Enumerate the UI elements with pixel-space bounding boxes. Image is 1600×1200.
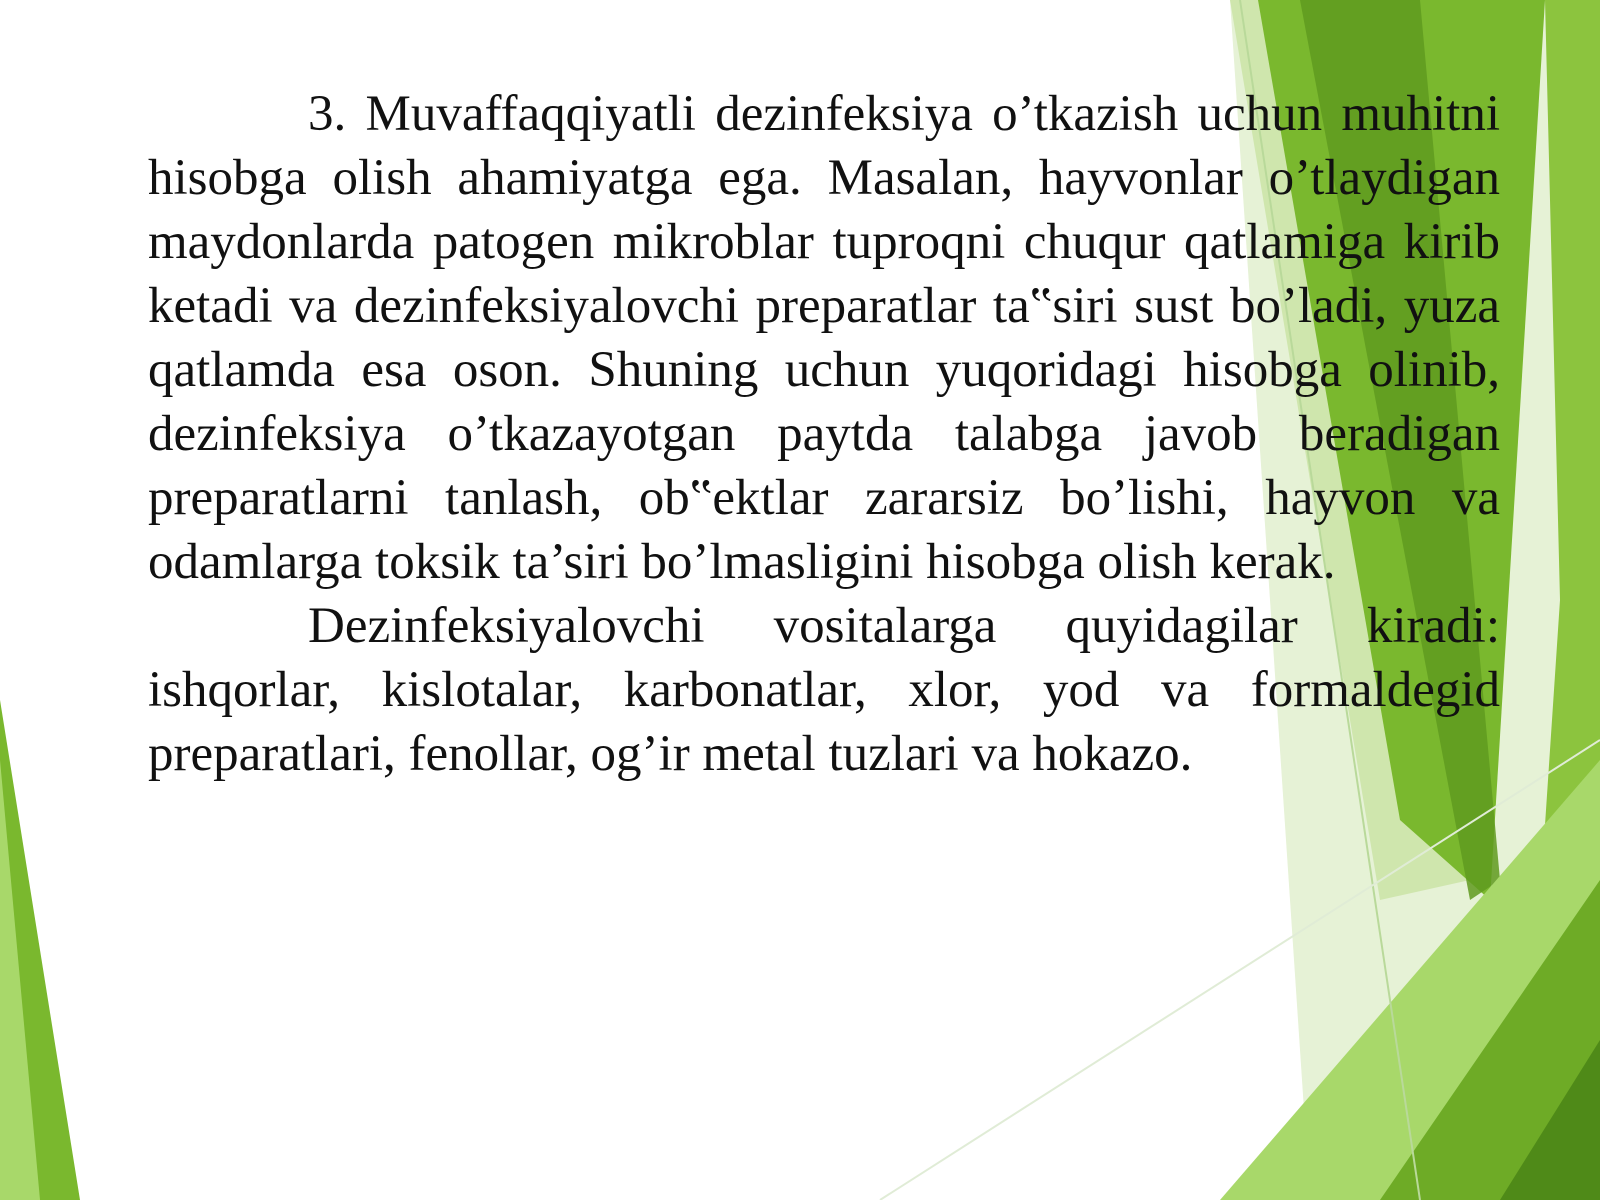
paragraph: 3. Muvaffaqqiyatli dezinfeksiya o’tkazish uchun muhitni hisobga olish ahamiyatga ega. Masalan, hayvonlar o’tlaydigan maydonlarda patogen mikroblar tuproqni chuqur qatlamiga kirib ketadi va dezinfeksiyalovchi preparatlar ta‟siri sust bo’ladi, yuza qatlamda esa oson. Shuning uchun yuqoridagi hisobga olinib, dezinfeksiya o’tkazayotgan paytda talabga javob beradigan preparatlarni tanlash, ob‟ektlar zararsiz bo’lishi, hayvon va odamlarga toksik ta’siri bo’lmasligini hisobga olish kerak. <box>148 86 1500 590</box>
body-text <box>148 82 1500 786</box>
paragraph: Dezinfeksiyalovchi vositalarga quyidagilar kiradi: ishqorlar, kislotalar, karbonatlar, xlor, yod va formaldegid preparatlari, fenollar, og’ir metal tuzlari va hokazo. <box>148 598 1500 782</box>
